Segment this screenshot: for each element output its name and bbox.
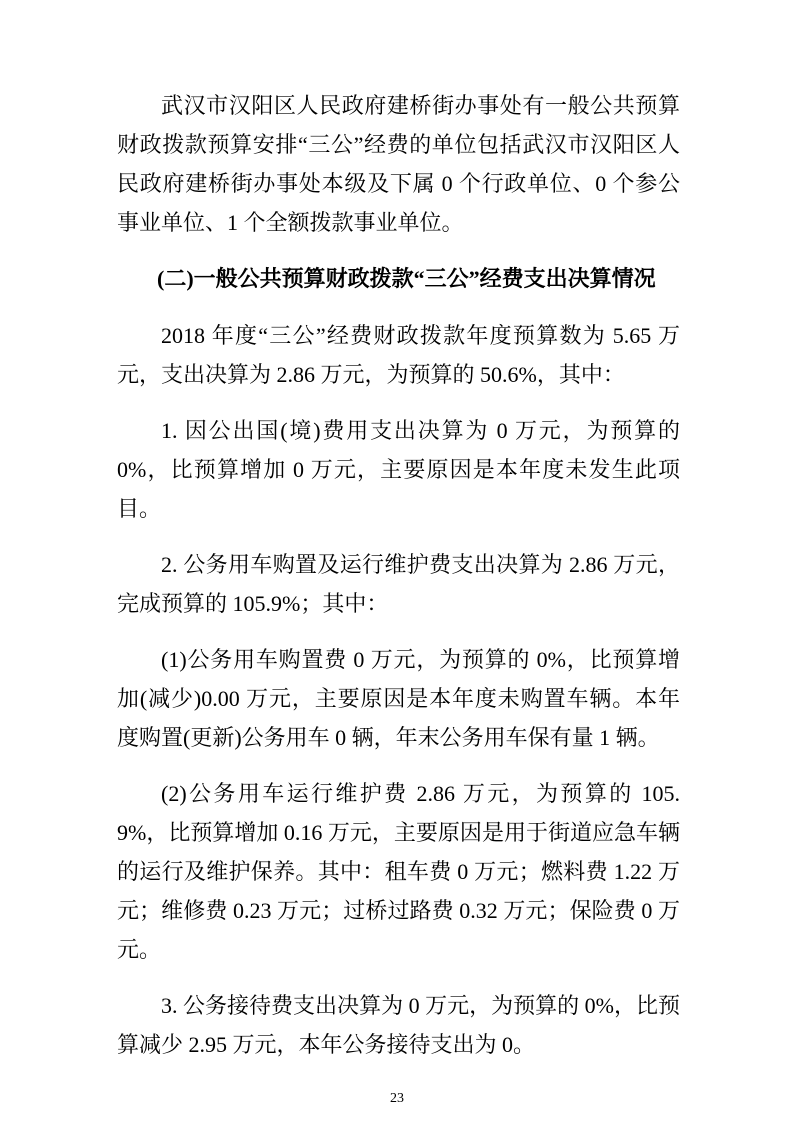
paragraph-budget-summary: 2018 年度“三公”经费财政拨款年度预算数为 5.65 万元，支出决算为 2.86 万元，为预算的 50.6%，其中： bbox=[117, 323, 680, 387]
paragraph-item2-1-vehicle-purchase: (1)公务用车购置费 0 万元，为预算的 0%，比预算增加(减少)0.00 万元，主要原因是本年度未购置车辆。本年度购置(更新)公务用车 0 辆，年末公务用车保有量 1 辆。 bbox=[117, 647, 680, 750]
paragraph-units-overview: 武汉市汉阳区人民政府建桥街办事处有一般公共预算财政拨款预算安排“三公”经费的单位包括武汉市汉阳区人民政府建桥街办事处本级及下属 0 个行政单位、0 个参公事业单位、1 个全额拨款事业单位。 bbox=[117, 93, 680, 235]
paragraph-item1-abroad-expense: 1. 因公出国(境)费用支出决算为 0 万元，为预算的 0%，比预算增加 0 万元，主要原因是本年度未发生此项目。 bbox=[117, 418, 680, 521]
paragraph-item2-2-vehicle-maintenance: (2)公务用车运行维护费 2.86 万元，为预算的 105.9%，比预算增加 0.16 万元，主要原因是用于街道应急车辆的运行及维护保养。其中：租车费 0 万元；燃料费 1.22 万元；维修费 0.23 万元；过桥过路费 0.32 万元；保险费 0 万元。 bbox=[117, 781, 680, 962]
paragraph-item3-reception: 3. 公务接待费支出决算为 0 万元，为预算的 0%，比预算减少 2.95 万元，本年公务接待支出为 0。 bbox=[117, 993, 680, 1057]
section-heading-sangong-expenditure: (二)一般公共预算财政拨款“三公”经费支出决算情况 bbox=[157, 266, 656, 291]
page-number: 23 bbox=[390, 1091, 404, 1106]
paragraph-item2-vehicle-total: 2. 公务用车购置及运行维护费支出决算为 2.86 万元，完成预算的 105.9%；其中： bbox=[117, 552, 680, 616]
